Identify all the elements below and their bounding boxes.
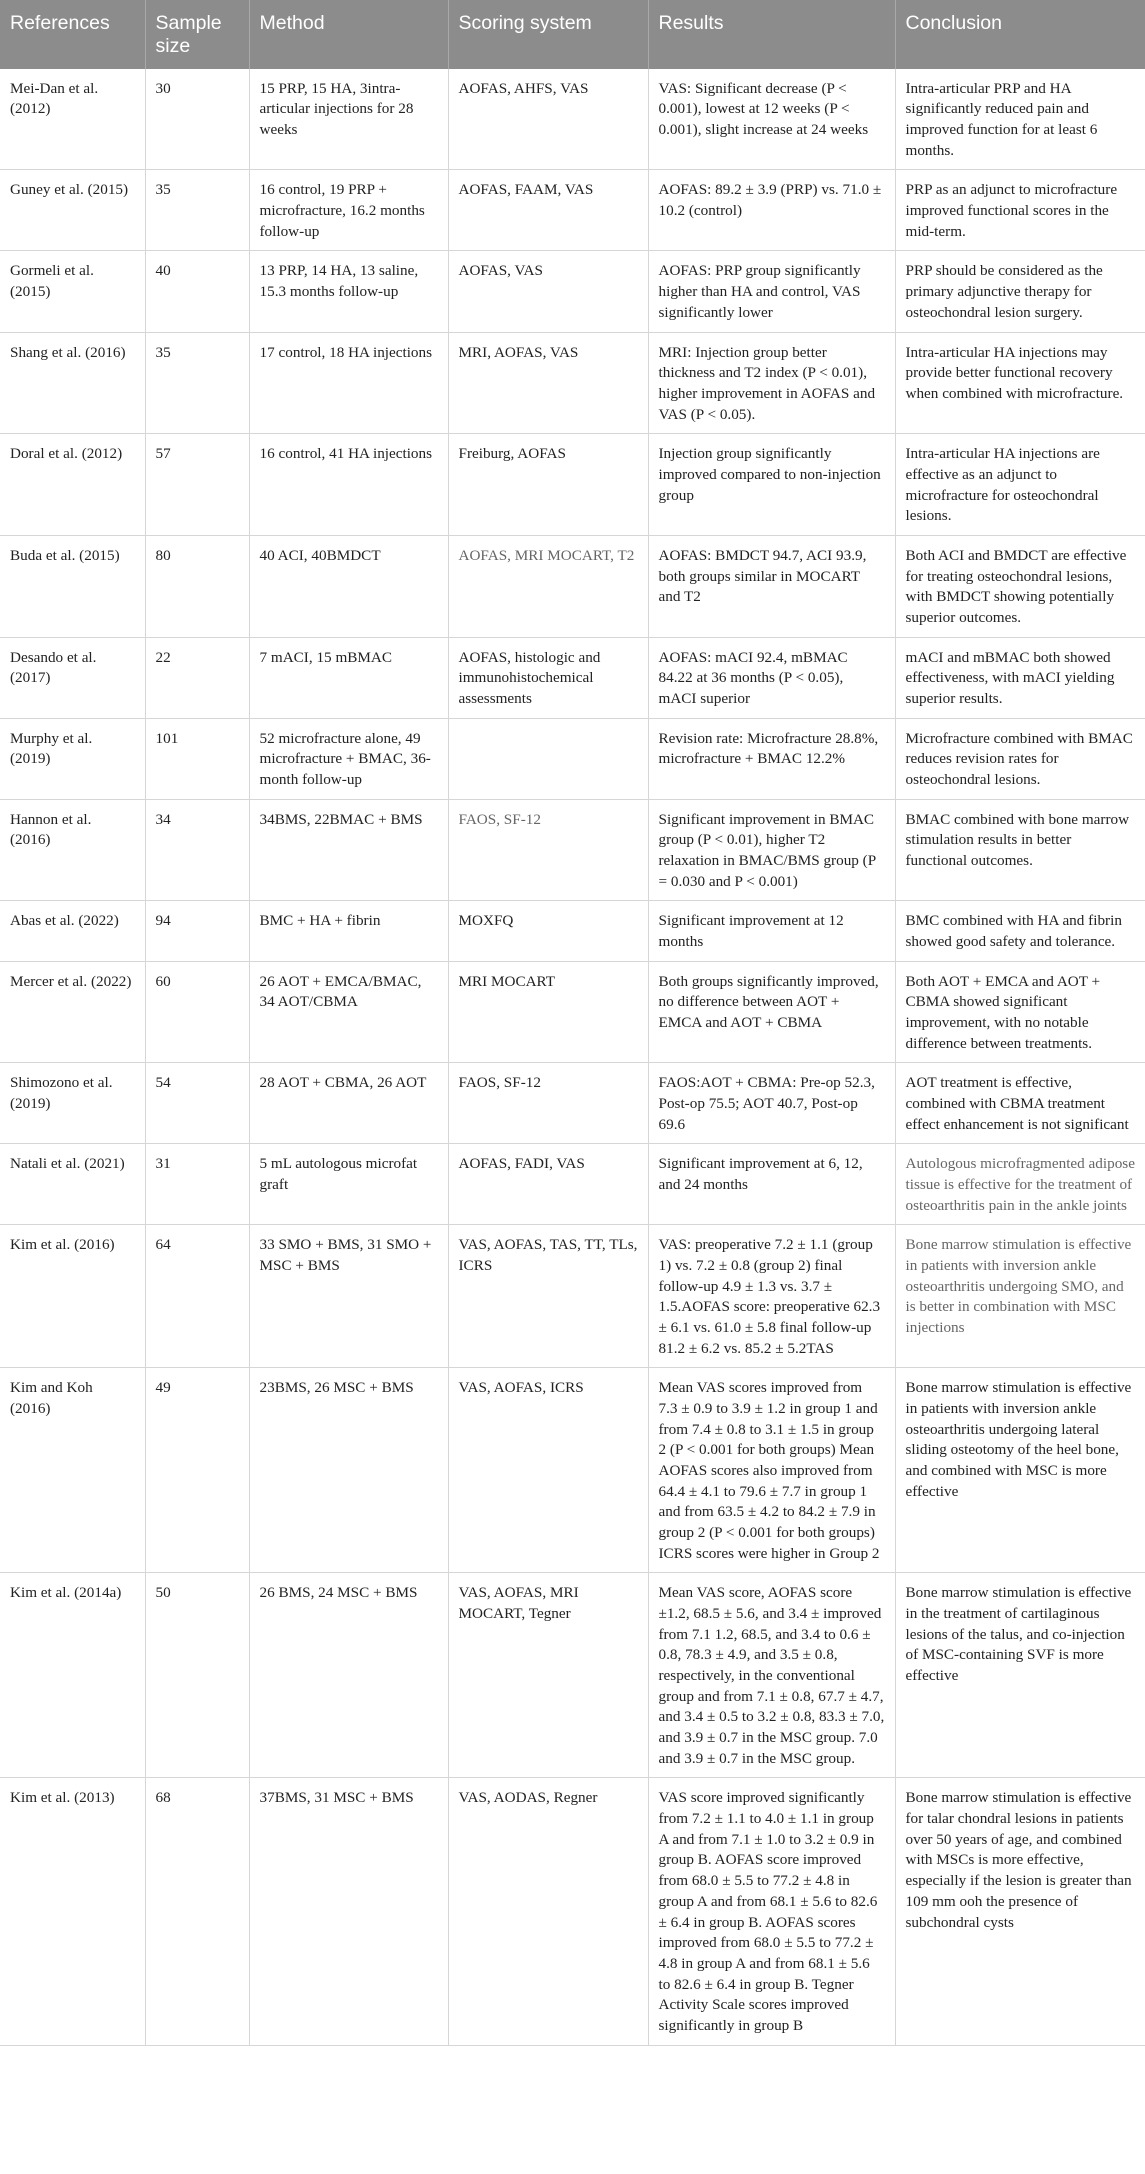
cell-scoring-system: VAS, AOFAS, ICRS <box>448 1368 648 1573</box>
cell-scoring-system: VAS, AODAS, Regner <box>448 1778 648 2045</box>
cell-scoring-system <box>448 718 648 799</box>
cell-reference: Gormeli et al. (2015) <box>0 251 145 332</box>
cell-reference: Doral et al. (2012) <box>0 434 145 536</box>
cell-scoring-system: AOFAS, histologic and immunohistochemical assessments <box>448 637 648 718</box>
cell-scoring-system: AOFAS, AHFS, VAS <box>448 69 648 170</box>
header-method: Method <box>249 0 448 69</box>
cell-reference: Mercer et al. (2022) <box>0 961 145 1063</box>
cell-results: AOFAS: PRP group significantly higher than HA and control, VAS significantly lower <box>648 251 895 332</box>
table-row <box>0 901 1145 961</box>
cell-scoring-system: FAOS, SF-12 <box>448 799 648 901</box>
cell-results: AOFAS: mACI 92.4, mBMAC 84.22 at 36 months (P < 0.05), mACI superior <box>648 637 895 718</box>
cell-scoring-system: AOFAS, MRI MOCART, T2 <box>448 535 648 637</box>
table-row <box>0 332 1145 434</box>
cell-sample-size: 40 <box>145 251 249 332</box>
cell-sample-size: 60 <box>145 961 249 1063</box>
table-row <box>0 251 1145 332</box>
cell-conclusion: Intra-articular HA injections are effective as an adjunct to microfracture for osteochondral lesions. <box>895 434 1145 536</box>
cell-sample-size: 34 <box>145 799 249 901</box>
cell-reference: Kim et al. (2013) <box>0 1778 145 2045</box>
cell-sample-size: 49 <box>145 1368 249 1573</box>
cell-conclusion: Bone marrow stimulation is effective for talar chondral lesions in patients over 50 years of age, and combined with MSCs is more effective, especially if the lesion is greater than 109 mm ooh the presence of subchondral cysts <box>895 1778 1145 2045</box>
cell-reference: Hannon et al. (2016) <box>0 799 145 901</box>
cell-results: VAS score improved significantly from 7.2 ± 1.1 to 4.0 ± 1.1 in group A and from 7.1 ± 1.0 to 3.2 ± 0.9 in group B. AOFAS score improved from 68.0 ± 5.5 to 77.2 ± 4.8 in group A and from 68.1 ± 5.6 to 82.6 ± 6.4 in group B. AOFAS scores improved from 68.0 ± 5.5 to 77.2 ± 4.8 in group A and from 68.1 ± 5.6 to 82.6 ± 6.4 in group B. Tegner Activity Scale scores improved significantly in group B <box>648 1778 895 2045</box>
cell-reference: Kim et al. (2016) <box>0 1225 145 1368</box>
cell-method: 13 PRP, 14 HA, 13 saline, 15.3 months follow-up <box>249 251 448 332</box>
cell-sample-size: 22 <box>145 637 249 718</box>
cell-conclusion: AOT treatment is effective, combined with CBMA treatment effect enhancement is not significant <box>895 1063 1145 1144</box>
header-sample-size: Sample size <box>145 0 249 69</box>
cell-scoring-system: MRI MOCART <box>448 961 648 1063</box>
cell-scoring-system: Freiburg, AOFAS <box>448 434 648 536</box>
cell-sample-size: 50 <box>145 1573 249 1778</box>
cell-method: 17 control, 18 HA injections <box>249 332 448 434</box>
cell-method: 33 SMO + BMS, 31 SMO + MSC + BMS <box>249 1225 448 1368</box>
cell-conclusion: Bone marrow stimulation is effective in the treatment of cartilaginous lesions of the talus, and co-injection of MSC-containing SVF is more effective <box>895 1573 1145 1778</box>
cell-method: 16 control, 19 PRP + microfracture, 16.2 months follow-up <box>249 170 448 251</box>
header-results: Results <box>648 0 895 69</box>
cell-method: 5 mL autologous microfat graft <box>249 1144 448 1225</box>
table-row <box>0 1144 1145 1225</box>
table-row <box>0 69 1145 170</box>
cell-scoring-system: AOFAS, FAAM, VAS <box>448 170 648 251</box>
table-row <box>0 1778 1145 2045</box>
cell-results: Significant improvement at 6, 12, and 24 months <box>648 1144 895 1225</box>
cell-sample-size: 54 <box>145 1063 249 1144</box>
header-row <box>0 0 1145 69</box>
cell-sample-size: 68 <box>145 1778 249 2045</box>
cell-conclusion: Microfracture combined with BMAC reduces revision rates for osteochondral lesions. <box>895 718 1145 799</box>
cell-results: Revision rate: Microfracture 28.8%, microfracture + BMAC 12.2% <box>648 718 895 799</box>
cell-method: 40 ACI, 40BMDCT <box>249 535 448 637</box>
cell-reference: Desando et al. (2017) <box>0 637 145 718</box>
table-row <box>0 799 1145 901</box>
cell-reference: Shimozono et al. (2019) <box>0 1063 145 1144</box>
cell-method: 7 mACI, 15 mBMAC <box>249 637 448 718</box>
cell-method: 28 AOT + CBMA, 26 AOT <box>249 1063 448 1144</box>
cell-reference: Buda et al. (2015) <box>0 535 145 637</box>
cell-method: 15 PRP, 15 HA, 3intra-articular injections for 28 weeks <box>249 69 448 170</box>
cell-sample-size: 64 <box>145 1225 249 1368</box>
cell-scoring-system: MRI, AOFAS, VAS <box>448 332 648 434</box>
cell-reference: Mei-Dan et al. (2012) <box>0 69 145 170</box>
cell-conclusion: BMAC combined with bone marrow stimulation results in better functional outcomes. <box>895 799 1145 901</box>
cell-results: MRI: Injection group better thickness and T2 index (P < 0.01), higher improvement in AOFAS and VAS (P < 0.05). <box>648 332 895 434</box>
cell-conclusion: BMC combined with HA and fibrin showed good safety and tolerance. <box>895 901 1145 961</box>
cell-results: VAS: preoperative 7.2 ± 1.1 (group 1) vs. 7.2 ± 0.8 (group 2) final follow-up 4.9 ± 1.3 vs. 3.7 ± 1.5.AOFAS score: preoperative 62.3 ± 6.1 vs. 61.0 ± 5.8 final follow-up 81.2 ± 6.2 vs. 85.2 ± 5.2TAS <box>648 1225 895 1368</box>
cell-reference: Natali et al. (2021) <box>0 1144 145 1225</box>
cell-method: 26 AOT + EMCA/BMAC, 34 AOT/CBMA <box>249 961 448 1063</box>
cell-method: BMC + HA + fibrin <box>249 901 448 961</box>
cell-sample-size: 31 <box>145 1144 249 1225</box>
cell-method: 16 control, 41 HA injections <box>249 434 448 536</box>
cell-method: 23BMS, 26 MSC + BMS <box>249 1368 448 1573</box>
cell-conclusion: Both ACI and BMDCT are effective for treating osteochondral lesions, with BMDCT showing potentially superior outcomes. <box>895 535 1145 637</box>
table-body <box>0 69 1145 2045</box>
cell-scoring-system: VAS, AOFAS, MRI MOCART, Tegner <box>448 1573 648 1778</box>
cell-method: 26 BMS, 24 MSC + BMS <box>249 1573 448 1778</box>
cell-results: VAS: Significant decrease (P < 0.001), lowest at 12 weeks (P < 0.001), slight increase at 24 weeks <box>648 69 895 170</box>
cell-conclusion: PRP as an adjunct to microfracture improved functional scores in the mid-term. <box>895 170 1145 251</box>
cell-method: 34BMS, 22BMAC + BMS <box>249 799 448 901</box>
cell-reference: Guney et al. (2015) <box>0 170 145 251</box>
cell-sample-size: 57 <box>145 434 249 536</box>
cell-sample-size: 101 <box>145 718 249 799</box>
cell-results: Significant improvement in BMAC group (P < 0.01), higher T2 relaxation in BMAC/BMS group (P = 0.030 and P < 0.001) <box>648 799 895 901</box>
table-row <box>0 1063 1145 1144</box>
table-row <box>0 961 1145 1063</box>
cell-results: AOFAS: BMDCT 94.7, ACI 93.9, both groups similar in MOCART and T2 <box>648 535 895 637</box>
cell-sample-size: 35 <box>145 170 249 251</box>
cell-method: 37BMS, 31 MSC + BMS <box>249 1778 448 2045</box>
table-row <box>0 718 1145 799</box>
cell-reference: Kim et al. (2014a) <box>0 1573 145 1778</box>
cell-results: Mean VAS scores improved from 7.3 ± 0.9 to 3.9 ± 1.2 in group 1 and from 7.4 ± 0.8 to 3.1 ± 1.5 in group 2 (P < 0.001 for both groups) Mean AOFAS scores also improved from 64.4 ± 4.1 to 79.6 ± 7.7 in group 1 and from 63.5 ± 4.2 to 84.2 ± 7.9 in group 2 (P < 0.001 for both groups) ICRS scores were higher in Group 2 <box>648 1368 895 1573</box>
cell-results: Injection group significantly improved compared to non-injection group <box>648 434 895 536</box>
table-row <box>0 637 1145 718</box>
table-row <box>0 535 1145 637</box>
cell-scoring-system: AOFAS, VAS <box>448 251 648 332</box>
header-conclusion: Conclusion <box>895 0 1145 69</box>
cell-results: Significant improvement at 12 months <box>648 901 895 961</box>
cell-conclusion: Bone marrow stimulation is effective in patients with inversion ankle osteoarthritis undergoing SMO, and is better in combination with MSC injections <box>895 1225 1145 1368</box>
table-row <box>0 434 1145 536</box>
cell-scoring-system: FAOS, SF-12 <box>448 1063 648 1144</box>
table-row <box>0 170 1145 251</box>
header-scoring-system: Scoring system <box>448 0 648 69</box>
cell-conclusion: Both AOT + EMCA and AOT + CBMA showed significant improvement, with no notable difference between treatments. <box>895 961 1145 1063</box>
table-header <box>0 0 1145 69</box>
table-row <box>0 1573 1145 1778</box>
cell-results: Both groups significantly improved, no difference between AOT + EMCA and AOT + CBMA <box>648 961 895 1063</box>
cell-method: 52 microfracture alone, 49 microfracture + BMAC, 36-month follow-up <box>249 718 448 799</box>
cell-conclusion: Autologous microfragmented adipose tissue is effective for the treatment of osteoarthritis pain in the ankle joints <box>895 1144 1145 1225</box>
cell-sample-size: 30 <box>145 69 249 170</box>
cell-reference: Kim and Koh (2016) <box>0 1368 145 1573</box>
cell-scoring-system: AOFAS, FADI, VAS <box>448 1144 648 1225</box>
cell-conclusion: mACI and mBMAC both showed effectiveness, with mACI yielding superior results. <box>895 637 1145 718</box>
cell-results: Mean VAS score, AOFAS score ±1.2, 68.5 ± 5.6, and 3.4 ± improved from 7.1 1.2, 68.5, and 3.4 to 0.6 ± 0.8, 78.3 ± 4.9, and 3.5 ± 0.8, respectively, in the conventional group and from 7.1 ± 0.8, 67.7 ± 4.7, and 3.4 ± 0.5 to 3.2 ± 0.8, 83.3 ± 7.0, and 3.9 ± 0.7 in the MSC group. 7.0 and 3.9 ± 0.7 in the MSC group. <box>648 1573 895 1778</box>
cell-conclusion: Intra-articular HA injections may provide better functional recovery when combined with microfracture. <box>895 332 1145 434</box>
cell-sample-size: 94 <box>145 901 249 961</box>
cell-conclusion: Intra-articular PRP and HA significantly reduced pain and improved function for at least 6 months. <box>895 69 1145 170</box>
cell-scoring-system: MOXFQ <box>448 901 648 961</box>
cell-reference: Abas et al. (2022) <box>0 901 145 961</box>
cell-results: AOFAS: 89.2 ± 3.9 (PRP) vs. 71.0 ± 10.2 (control) <box>648 170 895 251</box>
table-row <box>0 1225 1145 1368</box>
cell-results: FAOS:AOT + CBMA: Pre-op 52.3, Post-op 75.5; AOT 40.7, Post-op 69.6 <box>648 1063 895 1144</box>
header-references: References <box>0 0 145 69</box>
cell-conclusion: Bone marrow stimulation is effective in patients with inversion ankle osteoarthritis undergoing lateral sliding osteotomy of the heel bone, and combined with MSC is more effective <box>895 1368 1145 1573</box>
cell-reference: Shang et al. (2016) <box>0 332 145 434</box>
table-row <box>0 1368 1145 1573</box>
cell-conclusion: PRP should be considered as the primary adjunctive therapy for osteochondral lesion surgery. <box>895 251 1145 332</box>
cell-scoring-system: VAS, AOFAS, TAS, TT, TLs, ICRS <box>448 1225 648 1368</box>
cell-reference: Murphy et al. (2019) <box>0 718 145 799</box>
cell-sample-size: 35 <box>145 332 249 434</box>
cell-sample-size: 80 <box>145 535 249 637</box>
